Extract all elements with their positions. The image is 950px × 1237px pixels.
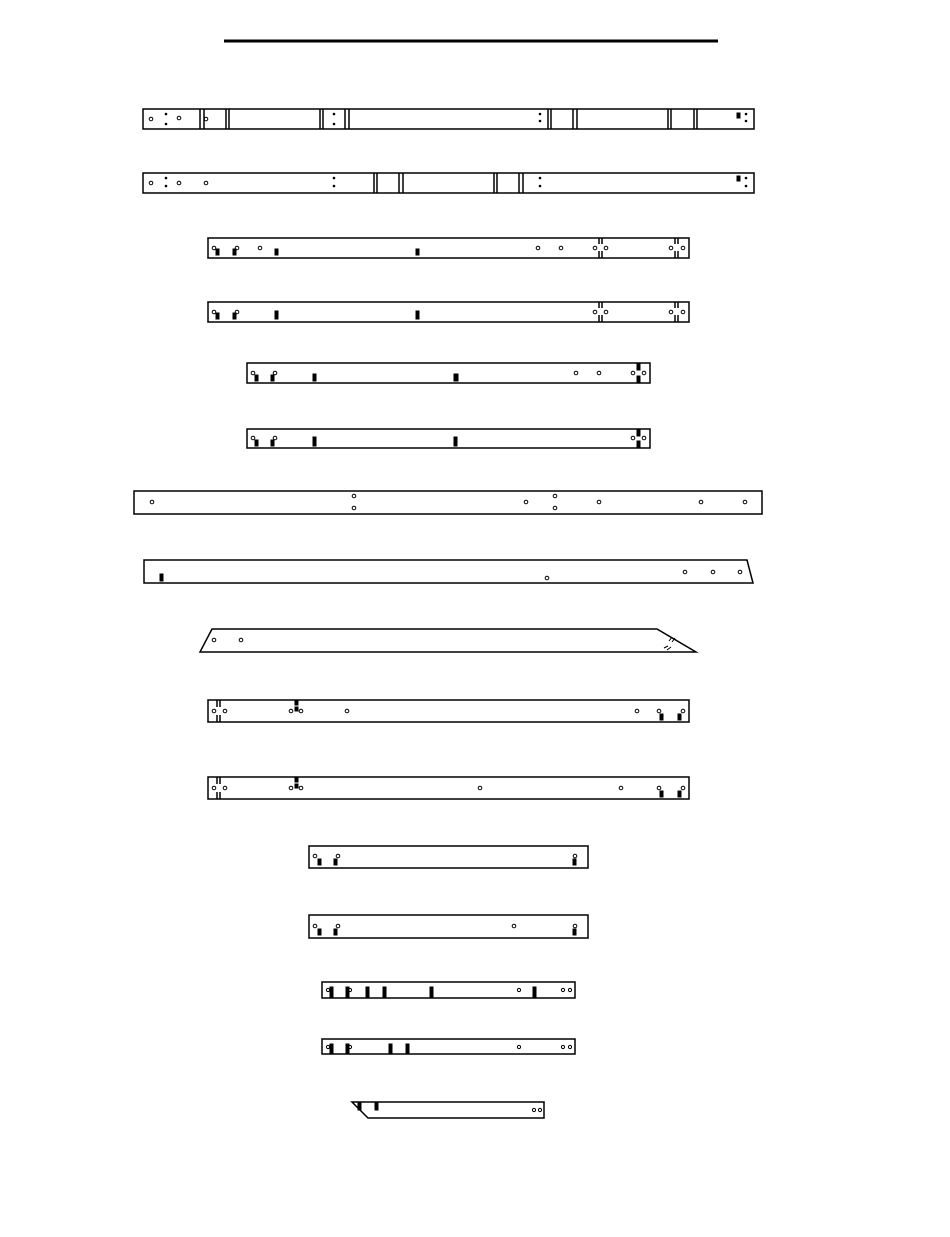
part-1-holes <box>149 113 747 125</box>
part-7 <box>134 491 762 514</box>
part-12 <box>309 846 588 868</box>
part-15 <box>322 1039 575 1054</box>
part-1-slots <box>200 109 697 129</box>
part-11 <box>208 777 689 799</box>
part-1 <box>143 109 754 129</box>
part-2 <box>143 173 754 193</box>
part-16 <box>352 1102 544 1118</box>
part-5 <box>247 363 650 383</box>
part-4 <box>208 302 689 322</box>
part-9 <box>200 629 696 652</box>
part-8 <box>144 560 753 583</box>
part-13 <box>309 915 588 938</box>
part-6 <box>247 429 650 448</box>
part-14 <box>322 982 575 998</box>
part-10 <box>208 700 689 722</box>
part-3 <box>208 238 689 258</box>
